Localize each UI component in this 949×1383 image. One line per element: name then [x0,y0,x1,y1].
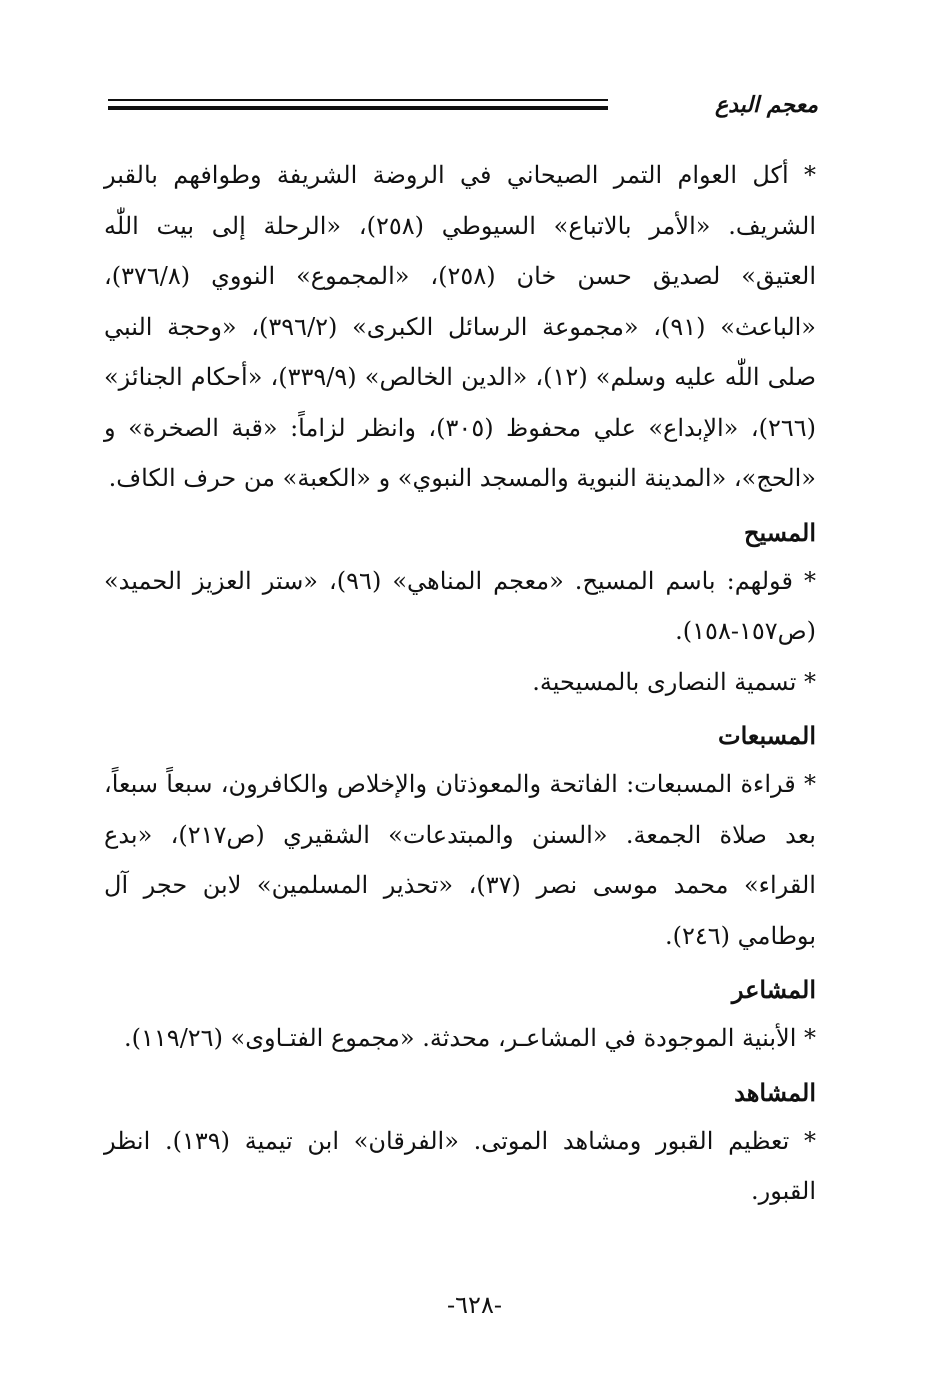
section-heading-masih: المسيح [744,517,816,547]
entry-paragraph: * قراءة المسبعات: الفاتحة والمعوذتان والإخلاص والكافرون، سبعاً سبعاً، بعد صلاة الجمعة. «السنن والمبتدعات» الشقيري (ص٢١٧)، «بدع القراء» محمد موسى نصر (٣٧)، «تحذير المسلمين» لابن حجر آل بوطامي (٢٤٦). [104,770,816,950]
entry-paragraph: * أكل العوام التمر الصيحاني في الروضة الشريفة وطوافهم بالقبر الشريف. «الأمر بالاتباع» السيوطي (٢٥٨)، «الرحلة إلى بيت اللّٰه العتيق» لصديق حسن خان (٢٥٨)، «المجموع» النووي (٣٧٦/٨)، «الباعث» (٩١)، «مجموعة الرسائل الكبرى» (٣٩٦/٢)، «وحجة النبي صلى اللّٰه عليه وسلم» (١٢)، «الدين الخالص» (٣٣٩/٩)، «أحكام الجنائز» (٢٦٦)، «الإبداع» علي محفوظ (٣٠٥)، وانظر لزاماً: «قبة الصخرة» و «الحج»، «المدينة النبوية والمسجد النبوي» و «الكعبة» من حرف الكاف. [104,161,817,492]
entry-paragraph: * الأبنية الموجودة في المشاعـر، محدثة. «مجموع الفتـاوى» (١١٩/٢٦). [124,1024,816,1052]
section-heading-mashahed: المشاهد [734,1077,816,1107]
header-rule-thin [108,99,608,101]
header-rule-thick [108,106,608,110]
entry-paragraph: * تسمية النصارى بالمسيحية. [532,667,816,696]
page-number: -٦٢٨- [447,1291,502,1319]
entry-paragraph: * قولهم: باسم المسيح. «معجم المناهي» (٩٦)، «ستر العزيز الحميد» (ص١٥٧-١٥٨). [104,566,816,645]
section-heading-musabbiat: المسبعات [718,721,816,750]
entry-paragraph: * تعظيم القبور ومشاهد الموتى. «الفرقان» ابن تيمية (١٣٩). انظر القبور. [104,1126,816,1205]
page-body [104,150,816,1217]
section-heading-mashaer: المشاعر [731,975,816,1004]
running-title: معجم البدع [714,92,818,118]
running-header [108,92,818,122]
